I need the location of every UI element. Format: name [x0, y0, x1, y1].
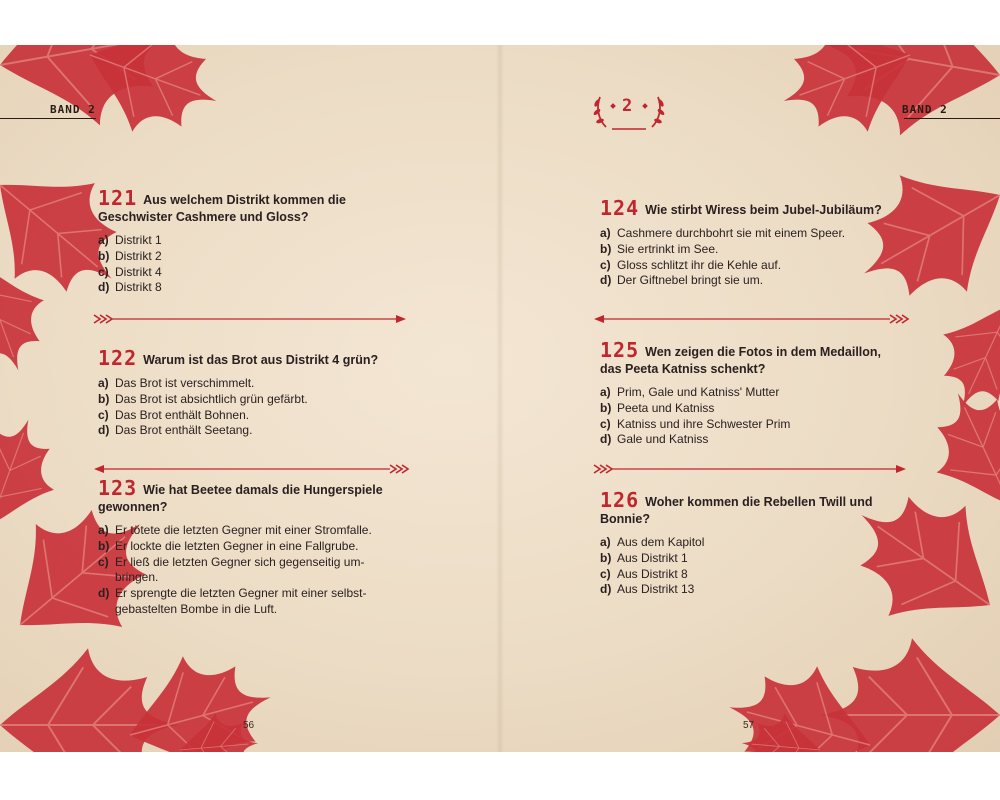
page-number: 57 — [743, 720, 755, 731]
answer-item — [600, 401, 920, 417]
answer-text: Distrikt 1 — [115, 233, 162, 247]
answer-item — [600, 385, 920, 401]
arrow-divider — [592, 313, 912, 325]
question-124 — [600, 196, 920, 289]
answer-letter: c) — [98, 554, 109, 569]
book-spread — [0, 45, 1000, 752]
answer-item — [98, 265, 418, 281]
answer-text: Das Brot enthält Bohnen. — [115, 407, 250, 422]
answer-text: Aus Distrikt 8 — [617, 566, 688, 581]
answer-item — [600, 273, 920, 289]
answer-item — [98, 233, 418, 249]
answer-item — [98, 392, 418, 408]
arrow-divider — [92, 313, 412, 325]
answer-item — [600, 567, 920, 583]
question-text: Wen zeigen die Fotos in dem Medaillon, das Peeta Katniss schenkt? — [600, 345, 882, 376]
answer-item — [98, 423, 418, 439]
answer-list — [600, 385, 920, 448]
answer-text: Peeta und Katniss — [617, 400, 715, 415]
band-label: BAND 2 — [50, 103, 96, 116]
question-heading — [600, 196, 920, 220]
answer-list — [600, 535, 920, 598]
answer-item — [98, 555, 418, 587]
question-number: 125 — [600, 338, 640, 362]
question-text: Wie hat Beetee damals die Hungerspiele gewonnen? — [98, 483, 383, 514]
question-126 — [600, 488, 920, 598]
answer-letter: b) — [98, 538, 110, 553]
answer-item — [98, 408, 418, 424]
answer-list — [98, 523, 418, 618]
answer-text: Er sprengte die letzten Gegner mit einer selbst- gebastelten Bombe in die Luft. — [115, 586, 367, 616]
answer-letter: d) — [98, 423, 110, 438]
answer-letter: b) — [98, 391, 110, 406]
question-number: 126 — [600, 488, 640, 512]
band-label: BAND 2 — [902, 103, 948, 116]
answer-item — [600, 551, 920, 567]
answer-letter: d) — [600, 273, 612, 288]
answer-text: Das Brot enthält Seetang. — [115, 423, 253, 438]
left-page — [0, 45, 500, 752]
answer-item — [600, 432, 920, 448]
answer-item — [98, 523, 418, 539]
answer-item — [98, 249, 418, 265]
question-heading — [98, 186, 418, 226]
answer-letter: d) — [98, 280, 110, 295]
answer-text: Gloss schlitzt ihr die Kehle auf. — [617, 257, 782, 272]
answer-item — [600, 582, 920, 598]
answer-text: Gale und Katniss — [617, 432, 709, 447]
answer-item — [98, 280, 418, 296]
answer-letter: b) — [600, 400, 612, 415]
answer-item — [98, 539, 418, 555]
answer-text: Er ließ die letzten Gegner sich gegenseitig um- bringen. — [115, 554, 365, 585]
question-122 — [98, 346, 418, 439]
answer-letter: c) — [600, 416, 611, 431]
question-121 — [98, 186, 418, 296]
band-underline — [904, 118, 1000, 119]
answer-text: Distrikt 2 — [115, 248, 162, 263]
question-123 — [98, 476, 418, 618]
answer-text: Der Giftnebel bringt sie um. — [617, 273, 764, 288]
answer-text: Cashmere durchbohrt sie mit einem Speer. — [617, 226, 846, 240]
answer-text: Prim, Gale und Katniss' Mutter — [617, 385, 780, 399]
answer-item — [600, 226, 920, 242]
answer-letter: b) — [600, 241, 612, 256]
page-number: 56 — [243, 720, 255, 731]
answer-letter: d) — [600, 582, 612, 597]
answer-letter: a) — [98, 523, 109, 537]
answer-item — [600, 242, 920, 258]
question-text: Woher kommen die Rebellen Twill und Bonnie? — [600, 495, 873, 526]
answer-list — [98, 376, 418, 439]
band-underline — [0, 118, 96, 119]
arrow-divider — [592, 463, 912, 475]
answer-item — [600, 535, 920, 551]
answer-text: Sie ertrinkt im See. — [617, 241, 719, 256]
answer-letter: d) — [600, 432, 612, 447]
question-number: 121 — [98, 186, 138, 210]
answer-letter: a) — [98, 376, 109, 390]
question-number: 123 — [98, 476, 138, 500]
answer-text: Er lockte die letzten Gegner in eine Fallgrube. — [115, 538, 359, 553]
answer-item — [98, 376, 418, 392]
question-number: 122 — [98, 346, 138, 370]
answer-text: Das Brot ist absichtlich grün gefärbt. — [115, 391, 308, 406]
answer-item — [600, 417, 920, 433]
answer-text: Aus dem Kapitol — [617, 535, 705, 549]
answer-list — [98, 233, 418, 296]
answer-letter: a) — [98, 233, 109, 247]
laurel-emblem — [592, 93, 666, 138]
question-number: 124 — [600, 196, 640, 220]
question-text: Aus welchem Distrikt kommen die Geschwister Cashmere und Gloss? — [98, 193, 346, 224]
question-text: Warum ist das Brot aus Distrikt 4 grün? — [143, 353, 379, 367]
question-heading — [600, 488, 920, 528]
answer-item — [600, 258, 920, 274]
question-heading — [98, 346, 418, 370]
right-page — [500, 45, 1000, 752]
answer-text: Aus Distrikt 1 — [617, 550, 688, 565]
answer-text: Das Brot ist verschimmelt. — [115, 376, 255, 390]
question-heading — [98, 476, 418, 516]
answer-list — [600, 226, 920, 289]
answer-text: Aus Distrikt 13 — [617, 582, 695, 597]
question-text: Wie stirbt Wiress beim Jubel-Jubiläum? — [645, 203, 882, 217]
question-125 — [600, 338, 920, 448]
answer-letter: d) — [98, 586, 110, 601]
answer-letter: c) — [600, 566, 611, 581]
question-heading — [600, 338, 920, 378]
emblem-number: 2 — [622, 96, 633, 116]
answer-letter: c) — [98, 264, 109, 279]
answer-text: Katniss und ihre Schwester Prim — [617, 416, 791, 431]
answer-letter: c) — [600, 257, 611, 272]
answer-item — [98, 586, 418, 618]
answer-letter: a) — [600, 226, 611, 240]
arrow-divider — [92, 463, 412, 475]
answer-text: Er tötete die letzten Gegner mit einer Stromfalle. — [115, 523, 372, 537]
answer-text: Distrikt 8 — [115, 280, 162, 295]
answer-letter: b) — [98, 248, 110, 263]
answer-letter: b) — [600, 550, 612, 565]
answer-letter: c) — [98, 407, 109, 422]
answer-letter: a) — [600, 385, 611, 399]
answer-letter: a) — [600, 535, 611, 549]
answer-text: Distrikt 4 — [115, 264, 162, 279]
